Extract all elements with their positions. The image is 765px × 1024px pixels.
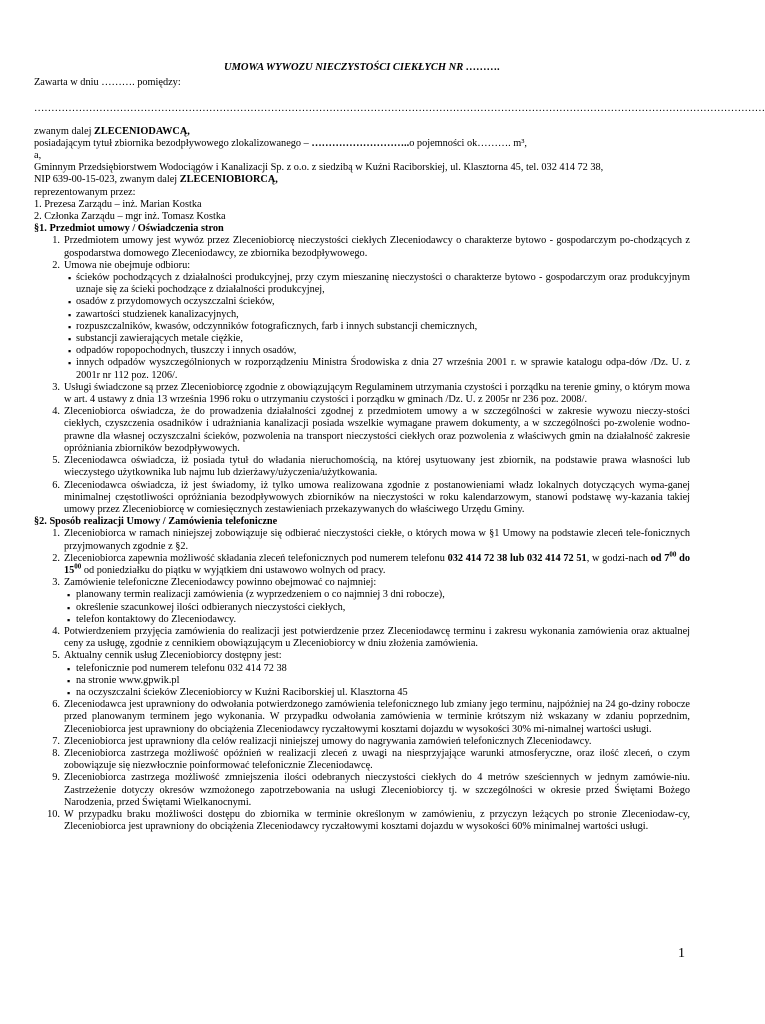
list-item: ▪ ścieków pochodzących z działalności produkcyjnej, przy czym mieszaninę nieczystości o charakterze bytowo - gospodarczym oraz produkcyjnym uznaje się za ścieki pochodzące z działalności produkcyjnej,	[34, 272, 690, 296]
list-item: 9. Zleceniobiorca zastrzega możliwość zmniejszenia ilości odebranych nieczystości ciekłych do 4 metrów sześciennych w jednym zamówie-niu. Zastrzeżenie dotyczy okresów wzmożonego zapotrzebowania na usługi Zleceniobiorcy tj. w szczególności w okresie przed Świętami Bożego Narodzenia, przed Świętami Wielkanocnymi.	[52, 772, 690, 808]
representative-2: 2. Członka Zarządu – mgr inż. Tomasz Kostka	[34, 211, 226, 223]
list-item: ▪ zawartości studzienek kanalizacyjnych,	[34, 309, 690, 321]
document-page	[34, 62, 765, 833]
nip-line: NIP 639-00-15-023, zwanym dalej ZLECENIOBIORCĄ,	[34, 174, 278, 186]
list-item: 1. Przedmiotem umowy jest wywóz przez Zleceniobiorcę nieczystości ciekłych Zleceniodawcy o charakterze bytowo - gospodarczym po-chodzących z gospodarstwa domowego Zleceniodawcy, ze zbiornika bezodpływowego.	[52, 235, 690, 259]
exclusions-list	[34, 272, 690, 382]
contractor-role: ZLECENIOBIORCĄ,	[179, 174, 278, 186]
list-item: 4. Zleceniobiorca oświadcza, że do prowadzenia działalności zgodnej z przedmiotem umowy a w szczególności w zakresie wywozu nieczy-stości ciekłych, czyszczenia osadników i udrażniania kanalizacji posiada wszelkie wymagane prawem dokumenty, a w szczególności po-zwolenie wodno-prawne dla własnej oczyszczalni ścieków, pozwolenia na transport nieczystości ciekłych oraz pozwolenia z właściwych gmin na działalność zakresie opróżniania zbiorników bezodpływowych.	[52, 406, 690, 454]
list-item: 3. Usługi świadczone są przez Zleceniobiorcę zgodnie z obowiązującym Regulaminem utrzymania czystości i porządku na terenie gminy, o którym mowa w art. 4 ustawy z dnia 13 września 1996 roku o utrzymaniu czystości i porządku w gminach /Dz. U. z 2005r nr 236 poz. 2008/.	[52, 381, 690, 406]
section-1-list	[34, 235, 690, 516]
tank-location-blank: ………………………..	[311, 137, 410, 149]
price-list-sources	[64, 663, 690, 700]
list-item: 6. Zleceniodawca oświadcza, iż jest świadomy, iż tylko umowa realizowana zgodnie z postanowieniami władz lokalnych dotyczących wyma-ganej minimalnej częstotliwości opróżniania bezodpływowych zbiorników na nieczystości w roku kalendarzowym, stanowi podstawę wy-kazania takiej umowy przez Zleceniobiorcę w comiesięcznych zestawieniach przekazywanych do właściwego Urzędu Gminy.	[52, 479, 690, 515]
list-item: ▪ określenie szacunkowej ilości odbieranych nieczystości ciekłych,	[64, 602, 690, 614]
list-item: 10. W przypadku braku możliwości dostępu do zbiornika w terminie określonym w zamówieniu, z przyczyn leżących po stronie Zleceniodaw-cy, Zleceniobiorca jest uprawniony do obciążenia Zleceniodawcy ryczałtowymi kosztami dojazdu w wysokości 60% minimalnej wartości usługi.	[47, 808, 690, 833]
order-requirements-list	[64, 589, 690, 626]
tank-owner-line: posiadającym tytuł zbiornika bezodpływowego zlokalizowanego – ………………………..o pojemności ok………. m³,	[34, 137, 527, 149]
list-item: 6. Zleceniodawca jest uprawniony do odwołania potwierdzonego zamówienia telefonicznego lub zmiany jego terminu, najpóźniej na 24 go-dziny robocze przed planowanym terminem jego wykonania. W przypadku odwołania zamówienia w terminie krótszym niż wskazany w zdaniu poprzednim, Zleceniobiorca jest uprawniony do obciążenia Zleceniodawcy ryczałtowymi kosztami dojazdu w wysokości 30% mi-nimalnej wartości usługi.	[52, 699, 690, 735]
list-item: 5. Aktualny cennik usług Zleceniobiorcy dostępny jest: ▪ telefonicznie pod numerem telefonu 032 414 72 38 ▪ na stronie www.gpwik.pl ▪ na oczyszczalni ścieków Zleceniobiorcy w Kuźni Raciborskiej ul. Klasztorna 45	[34, 650, 690, 699]
list-item: 2. Umowa nie obejmuje odbioru: ▪ ścieków pochodzących z działalności produkcyjnej, przy czym mieszaninę nieczystości o charakterze bytowo - gospodarczym oraz produkcyjnym uznaje się za ścieki pochodzące z działalności produkcyjnej, ▪ osadów z przydomowych oczyszczalni ścieków, ▪ zawartości studzienek kanalizacyjnych, ▪ rozpuszczalników, kwasów, odczynników fotograficznych, farb i innych substancji chemicznych, ▪ substancji zawierających metale ciężkie, ▪ odpadów ropopochodnych, tłuszczy i innych osadów, ▪ innych odpadów wyszczególnionych w rozporządzeniu Ministra Środowiska z dnia 27 września 2001 r. w sprawie katalogu odpa-dów /Dz. U. z 2001r nr 112 poz. 1206/.	[34, 260, 690, 382]
company-line: Gminnym Przedsiębiorstwem Wodociągów i Kanalizacji Sp. z o.o. z siedzibą w Kuźni Raciborskiej, ul. Klasztorna 45, tel. 032 414 72 38,	[34, 162, 604, 174]
list-item: ▪ substancji zawierających metale ciężkie,	[34, 333, 690, 345]
contract-title: UMOWA WYWOZU NIECZYSTOŚCI CIEKŁYCH NR ……….	[224, 62, 500, 73]
list-item: ▪ rozpuszczalników, kwasów, odczynników fotograficznych, farb i innych substancji chemicznych,	[34, 321, 690, 333]
list-item: 7. Zleceniobiorca jest uprawniony dla celów realizacji niniejszej umowy do nagrywania zamówień telefonicznych Zleceniodawcy.	[52, 735, 592, 747]
represented-line: reprezentowanym przez:	[34, 186, 136, 198]
called-client-line: zwanym dalej ZLECENIODAWCĄ,	[34, 125, 190, 137]
list-item: 4. Potwierdzeniem przyjęcia zamówienia do realizacji jest potwierdzenie przez Zleceniodawcę terminu i zakresu wykonania zamówienia oraz aktualnej ceny za usługę, zgodnie z cennikiem obowiązującym u Zleceniobiorcy w dniu złożenia zamówienia.	[52, 625, 690, 650]
and-line: a,	[34, 150, 42, 162]
client-role: ZLECENIODAWCĄ,	[94, 125, 190, 137]
list-item: 3. Zamówienie telefoniczne Zleceniodawcy powinno obejmować co najmniej: ▪ planowany termin realizacji zamówienia (z wyprzedzeniem o co najmniej 3 dni robocze), ▪ określenie szacunkowej ilości odbieranych nieczystości ciekłych, ▪ telefon kontaktowy do Zleceniodawcy.	[34, 577, 690, 626]
concluded-line: Zawarta w dniu ………. pomiędzy:	[34, 77, 181, 89]
list-item: ▪ odpadów ropopochodnych, tłuszczy i innych osadów,	[34, 345, 690, 357]
section-1-heading: §1. Przedmiot umowy / Oświadczenia stron	[34, 223, 224, 235]
page-number: 1	[678, 946, 685, 961]
list-item: ▪ planowany termin realizacji zamówienia (z wyprzedzeniem o co najmniej 3 dni robocze),	[64, 589, 690, 601]
representative-1: 1. Prezesa Zarządu – inż. Marian Kostka	[34, 198, 202, 210]
list-item: ▪ telefon kontaktowy do Zleceniodawcy.	[64, 614, 690, 626]
party-dotted-line: ……………………………………………………………………………………………………………………………………………………………………………………………	[34, 103, 765, 115]
list-item: 8. Zleceniobiorca zastrzega możliwość opóźnień w realizacji zleceń z uwagi na niesprzyjające warunki atmosferyczne, oraz ilość zleceń, o czym zobowiązuje się niezwłocznie poinformować telefonicznie Zleceniodawcę.	[52, 747, 690, 772]
list-item: ▪ na stronie www.gpwik.pl	[64, 675, 690, 687]
list-item: ▪ na oczyszczalni ścieków Zleceniobiorcy w Kuźni Raciborskiej ul. Klasztorna 45	[64, 687, 690, 699]
hours-from: od $7^{00}$ do $15^{00}$	[64, 550, 690, 576]
list-item: ▪ osadów z przydomowych oczyszczalni ścieków,	[34, 296, 690, 308]
list-item: 5. Zleceniodawca oświadcza, iż posiada tytuł do władania nieruchomością, na której usytuowany jest zbiornik, na podstawie prawa własności lub wieczystego użytkownika lub najmu lub dzierżawy/użyczenia/użytkowania.	[52, 455, 690, 479]
list-item: 2. Zleceniobiorca zapewnia możliwość składania zleceń telefonicznych pod numerem telefonu 032 414 72 38 lub 032 414 72 51, w godzi-nach od $7^{00}$ do $15^{00}$ od poniedziałku do piątku w wyjątkiem dni ustawowo wolnych od pracy.	[52, 550, 690, 576]
section-2-heading: §2. Sposób realizacji Umowy / Zamówienia telefoniczne	[34, 516, 278, 528]
list-item: 1. Zleceniobiorca w ramach niniejszej zobowiązuje się odbierać nieczystości ciekłe, o których mowa w §1 Umowy na podstawie zleceń tele-fonicznych przyjmowanych zgodnie z §2.	[52, 528, 690, 552]
order-phone-numbers: 032 414 72 38 lub 032 414 72 51	[447, 552, 587, 564]
list-item: ▪ innych odpadów wyszczególnionych w rozporządzeniu Ministra Środowiska z dnia 27 września 2001 r. w sprawie katalogu odpa-dów /Dz. U. z 2001r nr 112 poz. 1206/.	[34, 357, 690, 381]
section-2-list	[34, 528, 690, 833]
list-item: ▪ telefonicznie pod numerem telefonu 032 414 72 38	[64, 663, 690, 675]
